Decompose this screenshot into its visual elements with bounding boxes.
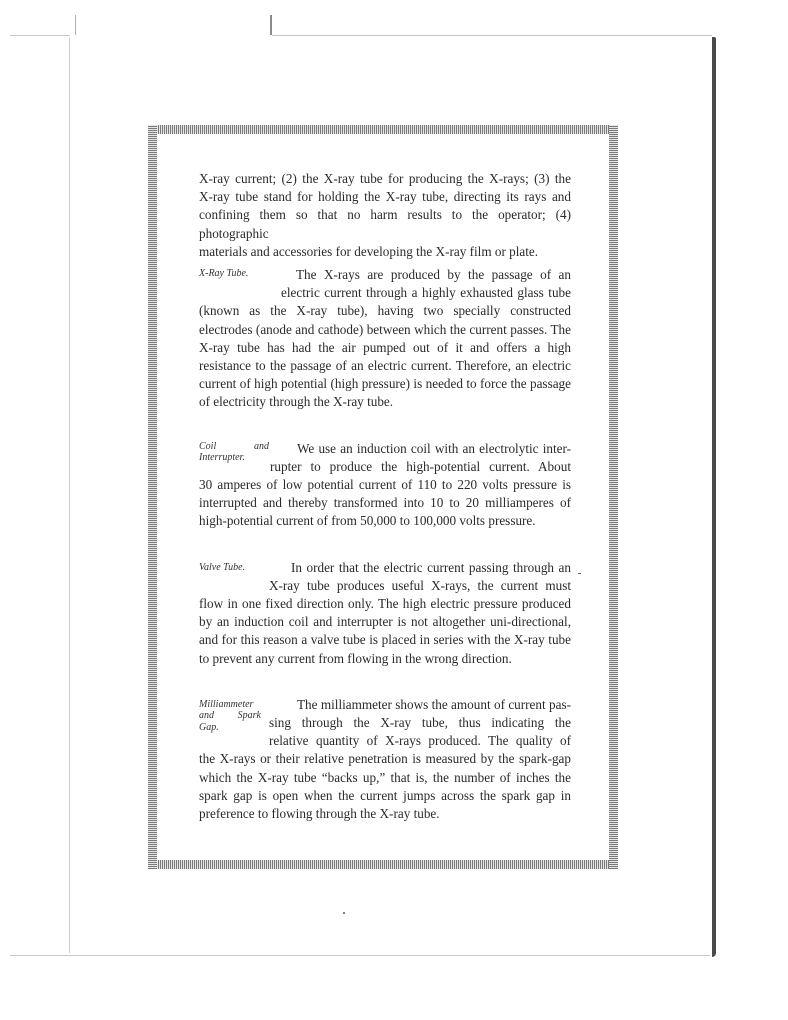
- text-line: X-ray tube produces useful X-rays, the current must: [269, 577, 571, 593]
- section-x-ray-tube: [199, 266, 571, 412]
- section-valve-tube: [199, 559, 571, 668]
- text-line: sing through the X-ray tube, thus indicating the: [269, 715, 571, 731]
- page-edge-right: [712, 37, 716, 957]
- text-line: rupter to produce the high-potential current. About: [270, 458, 571, 474]
- decorative-border-right: [609, 125, 618, 869]
- scan-speck: [578, 573, 581, 574]
- decorative-border-bottom: [148, 860, 618, 869]
- page-edge-top: [272, 35, 712, 36]
- scan-speck: [343, 912, 345, 914]
- page-edge-tick: [270, 15, 272, 35]
- section-body: (known as the X-ray tube), having two specially constructed electrodes (anode and cathode) between which the current passes. The X-ray tube has had the air pumped out of it and offers a high resistance to the passage of an electric current. Therefore, an electric current of high potential (high pressure) is needed to force the passage of electricity through the X-ray tube.: [199, 303, 571, 410]
- text-line: relative quantity of X-rays produced. The quality of: [269, 733, 571, 749]
- section-body: 30 amperes of low potential current of 110 to 220 volts pressure is interrupted and thereby transformed into 10 to 20 milliamperes of high-potential current of from 50,000 to 100,000 volts pressure.: [199, 477, 571, 529]
- text-line: confining them so that no harm results to the operator; (4) photographic: [199, 207, 571, 241]
- decorative-border-top: [148, 125, 618, 134]
- section-coil-and-interrupter: [199, 440, 571, 531]
- text-line: The milliammeter shows the amount of current pas-: [297, 696, 571, 712]
- text-line: materials and accessories for developing the X-ray film or plate.: [199, 243, 539, 259]
- text-line: X-ray current; (2) the X-ray tube for producing the X-rays; (3) the: [199, 171, 571, 186]
- decorative-border-left: [148, 125, 157, 869]
- text-line: The X-rays are produced by the passage of an: [296, 267, 571, 282]
- section-body: flow in one fixed direction only. The high electric pressure produced by an induction coil and interrupter is not altogether uni-directional, and for this reason a valve tube is placed in series with the X-ray tube to prevent any current from flowing in the wrong direction.: [199, 596, 571, 666]
- margin-heading: X-Ray Tube.: [199, 268, 249, 279]
- margin-heading: Valve Tube.: [199, 561, 246, 573]
- section-milliammeter-and-spark-gap: [199, 696, 571, 823]
- page-edge-top-left: [10, 35, 70, 36]
- margin-heading: Coil and Interrupter.: [199, 440, 269, 464]
- page-edge-left: [69, 38, 70, 953]
- page-edge-bottom: [10, 955, 710, 956]
- text-line: In order that the electric current passing through an: [291, 559, 571, 575]
- text-line: X-ray tube stand for holding the X-ray tube, directing its rays and: [199, 189, 571, 205]
- margin-heading: Milliammeter and Spark Gap.: [199, 698, 261, 733]
- intro-paragraph: [199, 170, 571, 259]
- section-body: the X-rays or their relative penetration is measured by the spark-gap which the X-ray tube “backs up,” that is, the number of inches the spark gap is open when the current jumps across the spark gap in preference to flowing through the X-ray tube.: [199, 751, 571, 822]
- page-edge-tick: [75, 15, 76, 35]
- text-line: We use an induction coil with an electrolytic inter-: [297, 440, 571, 456]
- page-body: [199, 170, 571, 823]
- text-line: electric current through a highly exhausted glass tube: [281, 285, 571, 301]
